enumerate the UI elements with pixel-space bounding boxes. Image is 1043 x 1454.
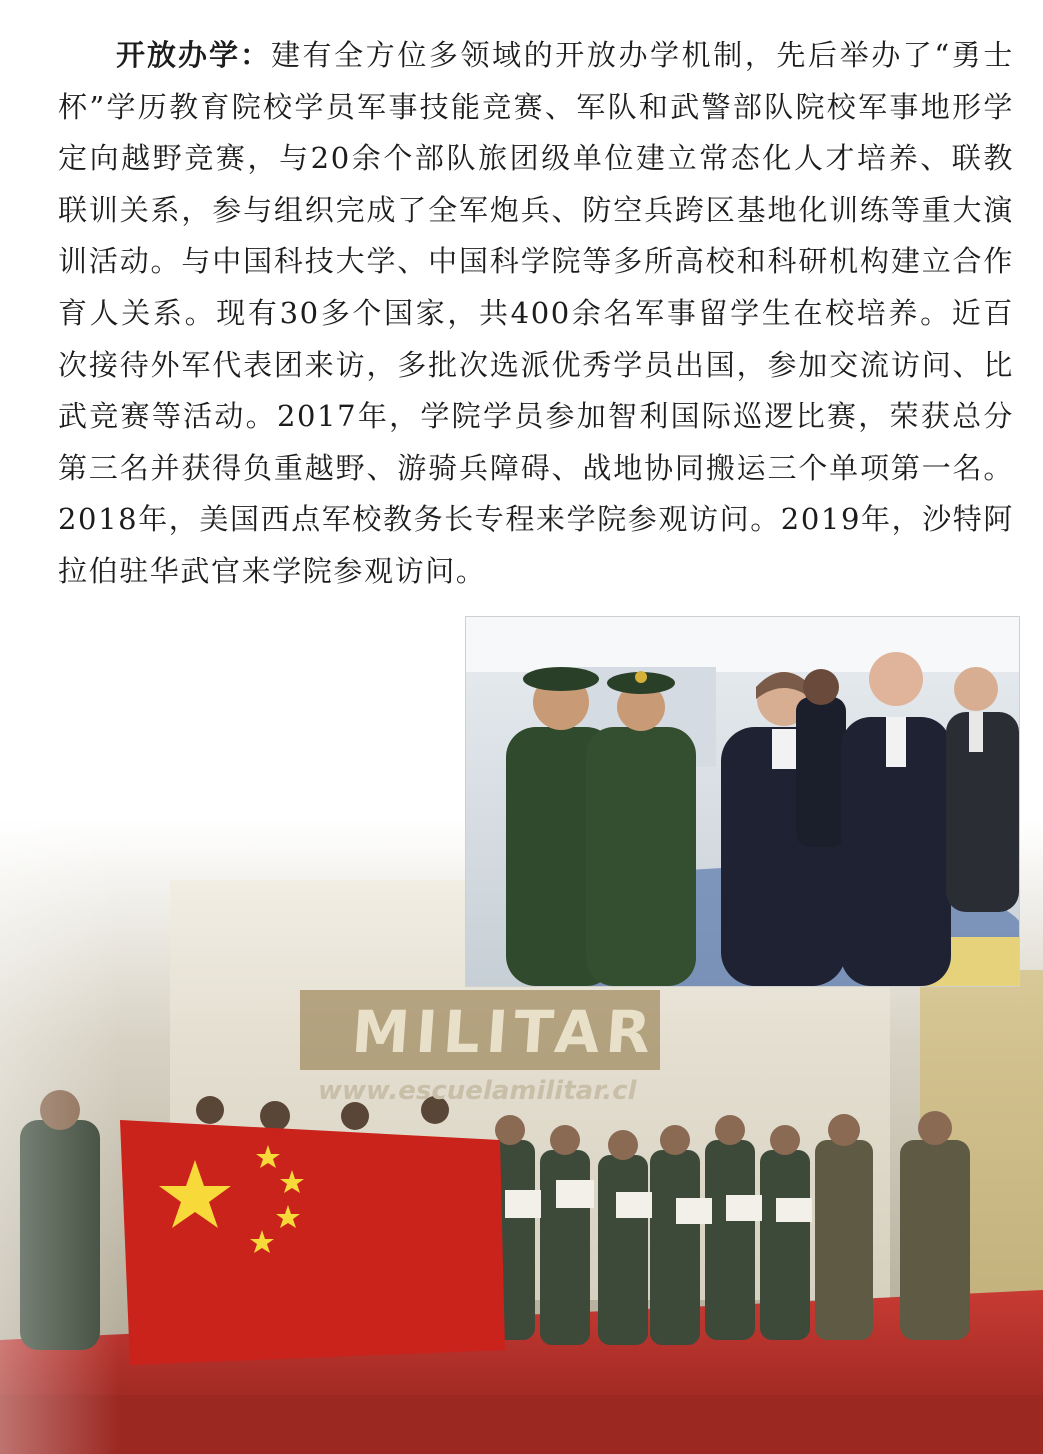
delegation-photo — [466, 617, 1019, 986]
article-paragraph — [58, 30, 1014, 598]
ceremony-banner-text: MILITAR — [349, 998, 659, 1066]
article-text — [58, 30, 1014, 598]
delegation-scene — [466, 617, 1019, 986]
paragraph-body: 建有全方位多领域的开放办学机制，先后举办了“勇士杯”学历教育院校学员军事技能竞赛、军队和武警部队院校军事地形学定向越野竞赛，与20余个部队旅团级单位建立常态化人才培养、联教联训关系，参与组织完成了全军炮兵、防空兵跨区基地化训练等重大演训活动。与中国科技大学、中国科学院等多所高校和科研机构建立合作育人关系。现有30多个国家，共400余名军事留学生在校培养。近百次接待外军代表团来访，多批次选派优秀学员出国，参加交流访问、比武竞赛等活动。2017年，学院学员参加智利国际巡逻比赛，荣获总分第三名并获得负重越野、游骑兵障碍、战地协同搬运三个单项第一名。2018年，美国西点军校教务长专程来学院参观访问。2019年，沙特阿拉伯驻华武官来学院参观访问。 — [58, 38, 1015, 588]
ceremony-banner-url: www.escuelamilitar.cl — [318, 1076, 637, 1106]
section-heading: 开放办学： — [116, 38, 271, 72]
